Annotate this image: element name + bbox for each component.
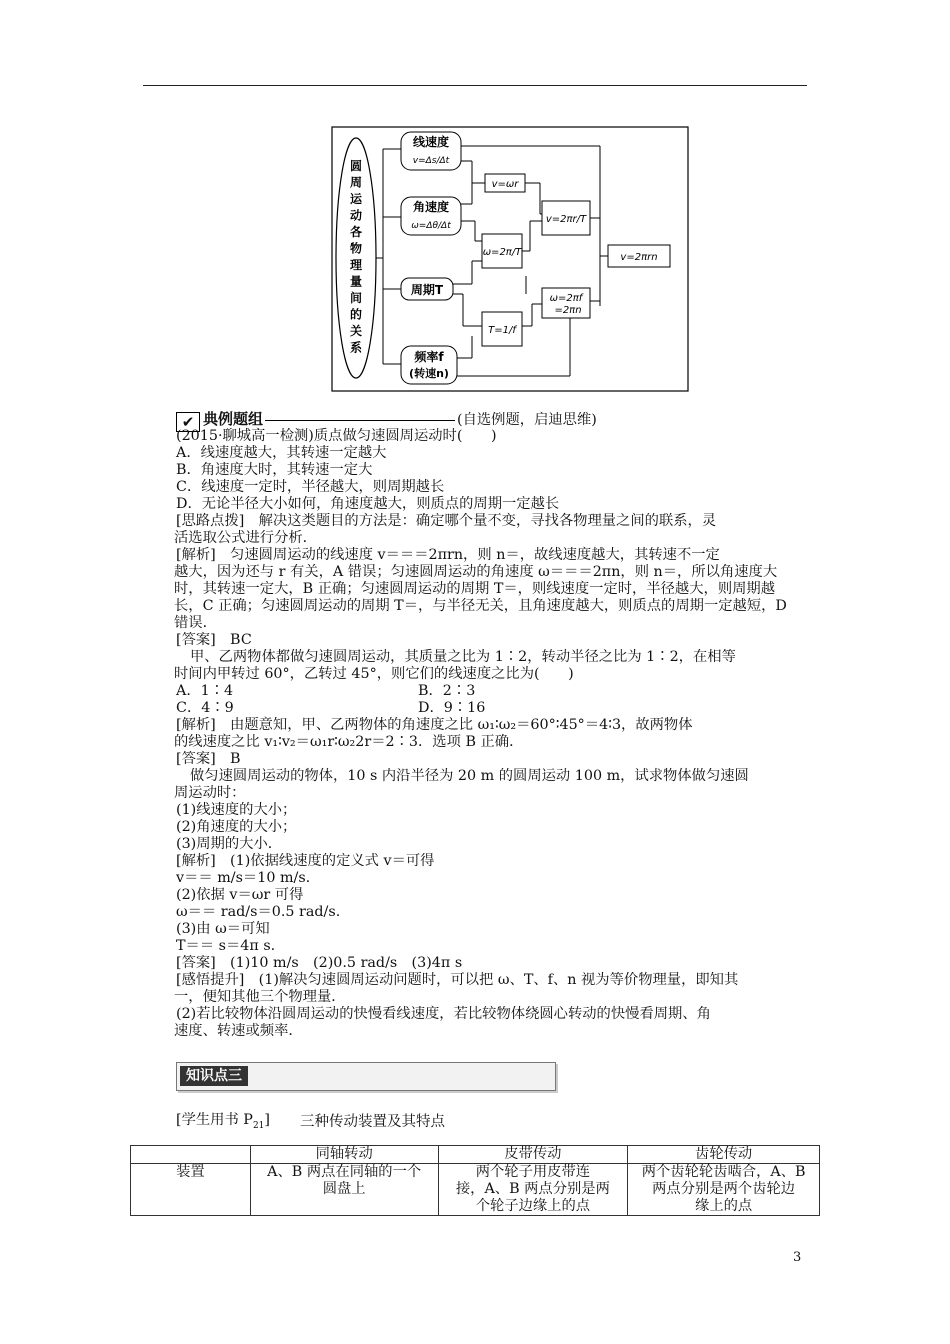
table-cell: A、B 两点在同轴的一个 圆盘上 bbox=[250, 1164, 438, 1216]
table-header-row bbox=[131, 1146, 820, 1164]
q1-analysis-4: 长，C 正确；匀速圆周运动的周期 T＝，与半径无关，且角速度越大，则质点的周期一定越短，D bbox=[174, 598, 787, 614]
svg-text:ω=2πf: ω=2πf bbox=[549, 293, 583, 304]
q1-hint-1: [思路点拨] 解决这类题目的方法是：确定哪个量不变，寻找各物理量之间的联系，灵 bbox=[176, 513, 717, 529]
diagram-label-char: 量 bbox=[349, 274, 363, 289]
q2-options-row-1 bbox=[176, 683, 476, 700]
q2-option-c: C．4∶9 bbox=[176, 700, 234, 716]
frequency-label-2: (转速n) bbox=[409, 367, 449, 380]
svg-text:ω=2π/T: ω=2π/T bbox=[482, 247, 522, 258]
diagram-label-char: 关 bbox=[349, 324, 363, 338]
period-label: 周期T bbox=[410, 283, 444, 297]
table-header: 同轴转动 bbox=[250, 1146, 438, 1164]
diagram-label-char: 理 bbox=[349, 258, 363, 272]
q2-analysis-1: [解析] 由题意知，甲、乙两物体的角速度之比 ω₁∶ω₂＝60°∶45°＝4∶3，故两物体 bbox=[176, 717, 693, 733]
table-row-label: 装置 bbox=[131, 1164, 251, 1216]
q3-analysis-4: ω＝＝ rad/s＝0.5 rad/s. bbox=[176, 904, 341, 920]
angular-speed-formula: ω=Δθ/Δt bbox=[411, 221, 451, 231]
q1-option-d: D．无论半径大小如何，角速度越大，则质点的周期一定越长 bbox=[176, 496, 560, 512]
q3-analysis-2: v＝＝ m/s＝10 m/s. bbox=[176, 870, 311, 886]
insight-4: 速度、转速或频率． bbox=[174, 1023, 303, 1039]
q2-stem-1: 甲、乙两物体都做匀速圆周运动，其质量之比为 1∶2，转动半径之比为 1∶2，在相等 bbox=[190, 649, 736, 665]
diagram-label-char: 各 bbox=[349, 225, 363, 239]
q3-part-1: (1)线速度的大小； bbox=[176, 802, 297, 818]
table-cell: 两个轮子用皮带连 接，A、B 两点分别是两 个轮子边缘上的点 bbox=[438, 1164, 628, 1216]
q1-analysis-1: [解析] 匀速圆周运动的线速度 v＝＝＝2πrn，则 n＝，故线速度越大，其转速不一定 bbox=[176, 547, 720, 563]
svg-text:v=2πr/T: v=2πr/T bbox=[545, 214, 587, 225]
diagram-label-char: 动 bbox=[349, 208, 363, 223]
q2-analysis-2: 的线速度之比 v₁∶v₂＝ω₁r∶ω₂2r＝2∶3．选项 B 正确． bbox=[174, 734, 524, 750]
insight-2: 一，便知其他三个物理量． bbox=[174, 989, 346, 1005]
insight-3: (2)若比较物体沿圆周运动的快慢看线速度，若比较物体绕圆心转动的快慢看周期、角 bbox=[176, 1006, 711, 1022]
q3-analysis-5: (3)由 ω＝可知 bbox=[176, 921, 270, 937]
q1-stem: (2015·聊城高一检测)质点做匀速圆周运动时( ) bbox=[176, 428, 497, 444]
q1-hint-2: 活选取公式进行分析． bbox=[174, 530, 317, 546]
diagram-label-char: 的 bbox=[349, 307, 363, 322]
q3-stem-1: 做匀速圆周运动的物体，10 s 内沿半径为 20 m 的圆周运动 100 m，试求物体做匀速圆 bbox=[190, 768, 749, 784]
q2-option-a: A．1∶4 bbox=[176, 683, 234, 699]
diagram-label-char: 运 bbox=[349, 192, 363, 206]
table-cell: 两个齿轮轮齿啮合，A、B 两点分别是两个齿轮边 缘上的点 bbox=[628, 1164, 820, 1216]
q3-analysis-6: T＝＝ s＝4π s. bbox=[176, 938, 276, 954]
q1-option-b: B．角速度大时，其转速一定大 bbox=[176, 462, 373, 478]
q1-analysis-2: 越大，因为还与 r 有关，A 错误；匀速圆周运动的角速度 ω＝＝＝2πn，则 n＝，所以角速度大 bbox=[174, 564, 778, 580]
diagram-left-label bbox=[350, 158, 363, 355]
diagram-label-char: 系 bbox=[349, 340, 363, 355]
q3-stem-2: 周运动时： bbox=[174, 785, 246, 801]
typical-group-title: 典例题组 bbox=[203, 410, 264, 428]
q3-answer: [答案] (1)10 m/s (2)0.5 rad/s (3)4π s bbox=[176, 955, 463, 971]
insight-1: [感悟提升] (1)解决匀速圆周运动问题时，可以把 ω、T、f、n 视为等价物理量，即知其 bbox=[176, 972, 739, 988]
q1-option-c: C．线速度一定时，半径越大，则周期越长 bbox=[176, 479, 445, 495]
q1-option-a: A．线速度越大，其转速一定越大 bbox=[176, 445, 387, 461]
section-bar bbox=[176, 1062, 556, 1091]
q2-option-b: B．2∶3 bbox=[418, 683, 476, 699]
svg-text:=2πn: =2πn bbox=[554, 305, 582, 316]
svg-text:T=1/f: T=1/f bbox=[488, 325, 516, 336]
q3-part-2: (2)角速度的大小； bbox=[176, 819, 297, 835]
section-heading: 三种传动装置及其特点 bbox=[300, 1114, 445, 1130]
diagram-label-char: 圆 bbox=[349, 159, 363, 173]
q1-analysis-3: 时，其转速一定大，B 正确；匀速圆周运动的周期 T＝，则线速度一定时，半径越大，则周期越 bbox=[174, 581, 776, 597]
q2-options-row-2 bbox=[176, 700, 486, 717]
q1-answer: [答案] BC bbox=[176, 632, 252, 648]
q1-analysis-5: 错误． bbox=[174, 615, 217, 631]
diagram-label-char: 物 bbox=[349, 241, 363, 256]
relationship-diagram bbox=[330, 126, 690, 394]
angular-speed-label: 角速度 bbox=[412, 200, 450, 214]
q3-analysis-3: (2)依据 v＝ωr 可得 bbox=[176, 887, 304, 903]
q2-stem-2: 时间内甲转过 60°，乙转过 45°，则它们的线速度之比为( ) bbox=[174, 666, 574, 682]
transmission-table bbox=[130, 1145, 820, 1216]
svg-text:v=2πrn: v=2πrn bbox=[620, 252, 658, 263]
header-rule bbox=[143, 85, 807, 86]
q2-option-d: D．9∶16 bbox=[418, 700, 486, 716]
table-header bbox=[131, 1146, 251, 1164]
linear-speed-formula: v=Δs/Δt bbox=[412, 156, 450, 166]
student-book-ref: [学生用书 $P_{21}$] bbox=[176, 1112, 270, 1131]
table-header: 皮带传动 bbox=[438, 1146, 628, 1164]
frequency-label-1: 频率f bbox=[414, 350, 444, 364]
title-underline bbox=[265, 420, 455, 421]
linear-speed-label: 线速度 bbox=[412, 135, 450, 149]
page-number: 3 bbox=[793, 1250, 802, 1265]
diagram-label-char: 间 bbox=[349, 291, 363, 305]
q3-analysis-1: [解析] (1)依据线速度的定义式 v＝可得 bbox=[176, 853, 435, 869]
table-row bbox=[131, 1164, 820, 1216]
typical-group-note: (自选例题，启迪思维) bbox=[457, 412, 597, 428]
q3-part-3: (3)周期的大小． bbox=[176, 836, 283, 852]
check-icon: ✔ bbox=[176, 412, 200, 432]
table-header: 齿轮传动 bbox=[628, 1146, 820, 1164]
diagram-label-char: 周 bbox=[349, 175, 363, 190]
q2-answer: [答案] B bbox=[176, 751, 241, 767]
section-label: 知识点三 bbox=[180, 1066, 248, 1086]
svg-text:v=ωr: v=ωr bbox=[491, 179, 519, 190]
